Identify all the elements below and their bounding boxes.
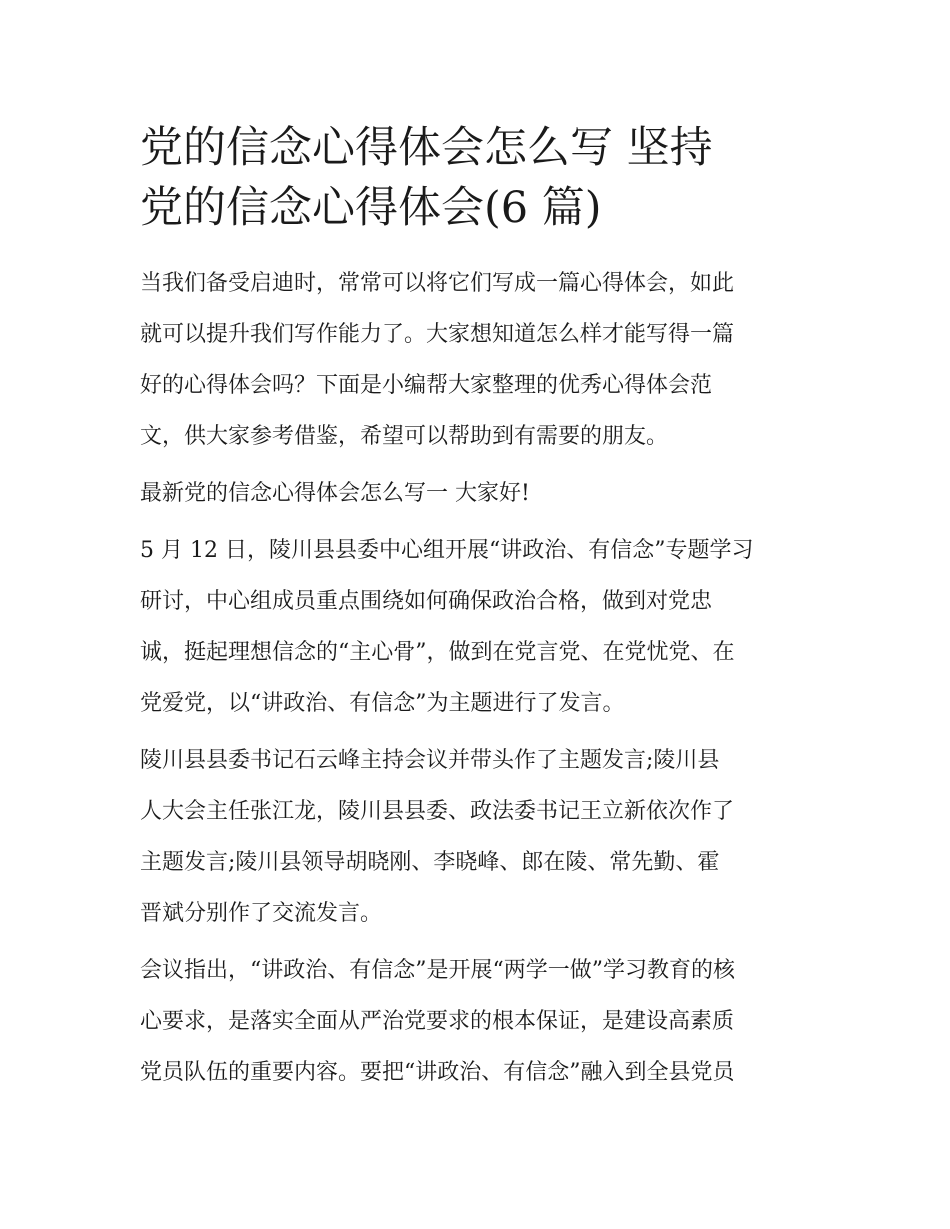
text-line: 人大会主任张江龙，陵川县县委、政法委书记王立新依次作了 <box>140 799 735 824</box>
text-line: 会议指出，“讲政治、有信念”是开展“两学一做”学习教育的核 <box>140 958 735 983</box>
document-title <box>140 118 812 238</box>
text-line: 陵川县县委书记石云峰主持会议并带头作了主题发言;陵川县 <box>140 748 720 773</box>
body-paragraph <box>140 735 812 939</box>
body-paragraph <box>140 945 812 1098</box>
text-line: 诚，挺起理想信念的“主心骨”，做到在党言党、在党忧党、在 <box>140 640 735 665</box>
text-line: 文，供大家参考借鉴，希望可以帮助到有需要的朋友。 <box>140 424 669 449</box>
title-line-2: 党的信念心得体会(6 篇) <box>140 183 602 233</box>
text-line: 5 月 12 日，陵川县县委中心组开展“讲政治、有信念”专题学习 <box>140 538 754 563</box>
document-body <box>140 258 812 1098</box>
text-line: 主题发言;陵川县领导胡晓刚、李晓峰、郎在陵、常先勤、霍 <box>140 850 720 875</box>
text-line: 心要求，是落实全面从严治党要求的根本保证，是建设高素质 <box>140 1009 735 1034</box>
text-line: 就可以提升我们写作能力了。大家想知道怎么样才能写得一篇 <box>140 322 735 347</box>
text-line: 研讨，中心组成员重点围绕如何确保政治合格，做到对党忠 <box>140 589 713 614</box>
text-line: 好的心得体会吗？下面是小编帮大家整理的优秀心得体会范 <box>140 373 713 398</box>
text-line: 党员队伍的重要内容。要把“讲政治、有信念”融入到全县党员 <box>140 1060 735 1085</box>
text-line: 晋斌分别作了交流发言。 <box>140 901 383 926</box>
text-line: 最新党的信念心得体会怎么写一 大家好! <box>140 481 530 506</box>
intro-paragraph <box>140 258 812 462</box>
title-line-1: 党的信念心得体会怎么写 坚持 <box>140 123 713 173</box>
body-paragraph <box>140 525 812 729</box>
document-page <box>140 118 812 1104</box>
section-heading-paragraph <box>140 468 812 519</box>
text-line: 党爱党，以“讲政治、有信念”为主题进行了发言。 <box>140 691 625 716</box>
text-line: 当我们备受启迪时，常常可以将它们写成一篇心得体会，如此 <box>140 271 735 296</box>
